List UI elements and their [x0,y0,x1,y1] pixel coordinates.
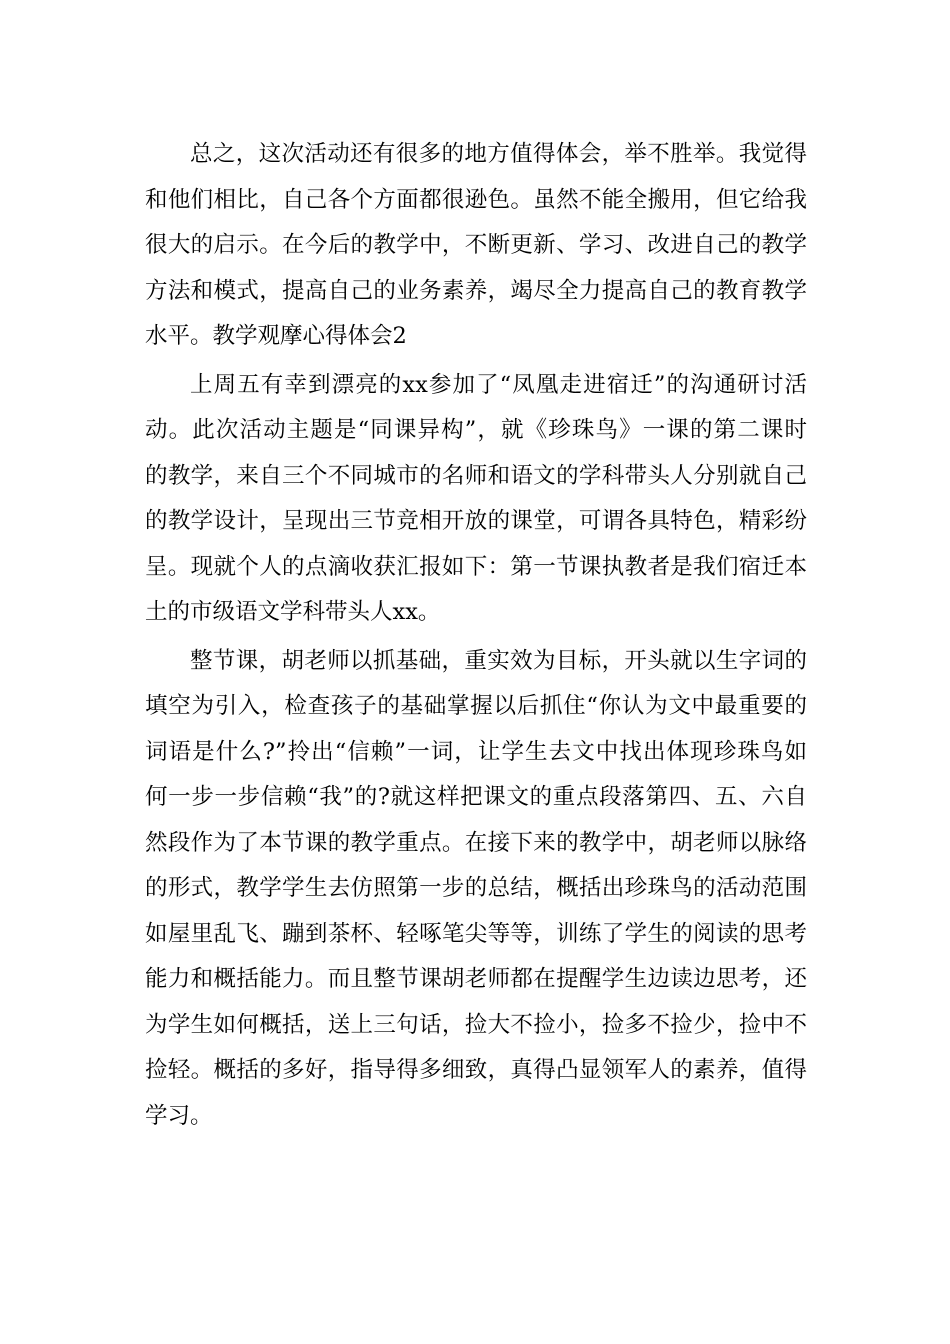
text-line: 的教学设计，呈现出三节竞相开放的课堂，可谓各具特色，精彩纷 [145,508,807,534]
text-line: 总之，这次活动还有很多的地方值得体会，举不胜举。我觉得 [190,141,807,167]
text-line: 土的市级语文学科带头人xx。 [145,599,441,625]
text-line: 水平。教学观摩心得体会2 [145,323,407,349]
text-line: 学习。 [145,1102,213,1129]
text-line: 捡轻。概括的多好，指导得多细致，真得凸显领军人的素养，值得 [145,1057,807,1083]
paragraph-1 [145,132,807,360]
text-line: 上周五有幸到漂亮的xx参加了“凤凰走进宿迁”的沟通研讨活 [190,371,807,398]
paragraph-2 [145,363,807,636]
text-line: 然段作为了本节课的教学重点。在接下来的教学中，胡老师以脉络 [145,829,807,856]
text-line: 动。此次活动主题是“同课异构”，就《珍珠鸟》一课的第二课时 [145,417,807,443]
text-line: 词语是什么?”拎出“信赖”一词，让学生去文中找出体现珍珠鸟如 [145,738,807,765]
text-line: 方法和模式，提高自己的业务素养，竭尽全力提高自己的教育教学 [145,277,807,304]
text-line: 很大的启示。在今后的教学中，不断更新、学习、改进自己的教学 [145,232,807,258]
text-line: 和他们相比，自己各个方面都很逊色。虽然不能全搬用，但它给我 [145,186,807,213]
paragraph-3 [145,639,807,1140]
document-body [145,132,807,1139]
text-line: 呈。现就个人的点滴收获汇报如下：第一节课执教者是我们宿迁本 [145,553,807,580]
text-line: 为学生如何概括，送上三句话，捡大不捡小，捡多不捡少，捡中不 [145,1011,807,1038]
text-line: 填空为引入，检查孩子的基础掌握以后抓住“你认为文中最重要的 [145,693,807,719]
text-line: 能力和概括能力。而且整节课胡老师都在提醒学生边读边思考，还 [145,966,807,992]
text-line: 整节课，胡老师以抓基础，重实效为目标，开头就以生字词的 [190,647,807,674]
text-line: 的形式，教学学生去仿照第一步的总结，概括出珍珠鸟的活动范围 [145,875,807,901]
text-line: 的教学，来自三个不同城市的名师和语文的学科带头人分别就自己 [145,462,807,489]
text-line: 何一步一步信赖“我”的?就这样把课文的重点段落第四、五、六自 [145,784,807,810]
text-line: 如屋里乱飞、蹦到茶杯、轻啄笔尖等等，训练了学生的阅读的思考 [145,920,807,947]
